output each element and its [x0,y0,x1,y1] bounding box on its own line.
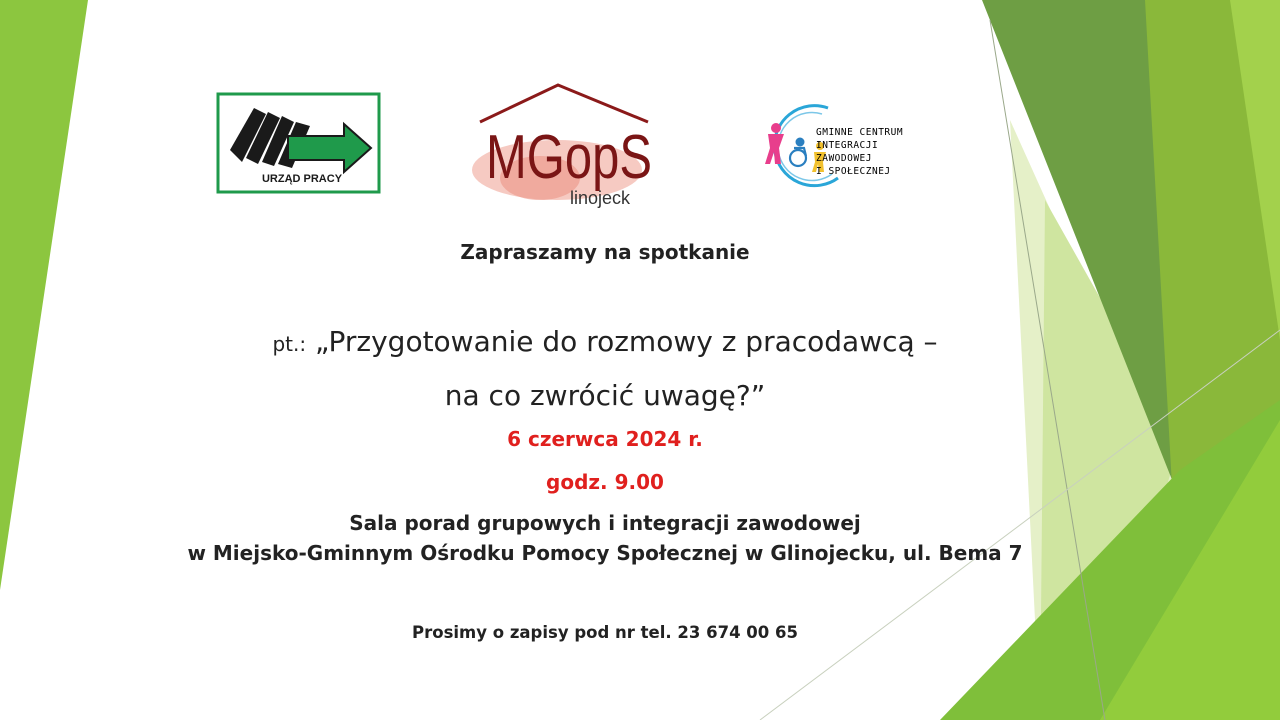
mgops-logo [462,82,662,214]
event-title-line-1 [0,325,1210,358]
event-title-line-2: na co zwrócić uwagę?” [444,379,766,412]
title-line-1-text: „Przygotowanie do rozmowy z pracodawcą – [314,325,938,358]
urzad-pracy-logo [216,92,381,194]
mgops-main-text: MGopS [486,123,652,192]
event-date: 6 czerwca 2024 r. [507,427,703,451]
title-prefix: pt.: [272,332,307,356]
gcig-line-4: I SPOŁECZNEJ [816,166,891,177]
urzad-pracy-text: URZĄD PRACY [261,173,343,185]
gcig-line-2: INTEGRACJI [816,140,879,151]
mgops-sub-text: linojeck [570,188,631,208]
gcig-logo [748,98,948,194]
event-time: godz. 9.00 [546,470,664,494]
signup-info: Prosimy o zapisy pod nr tel. 23 674 00 65 [412,623,798,642]
gcig-line-3: ZAWODOWEJ [816,153,872,164]
venue-line-1: Sala porad grupowych i integracji zawodowej [349,511,861,535]
left-green-shape [0,0,88,590]
venue-line-2: w Miejsko-Gminnym Ośrodku Pomocy Społecznej w Glinojecku, ul. Bema 7 [187,541,1023,565]
invite-heading: Zapraszamy na spotkanie [460,240,750,264]
gcig-line-1: GMINNE CENTRUM [816,127,904,138]
